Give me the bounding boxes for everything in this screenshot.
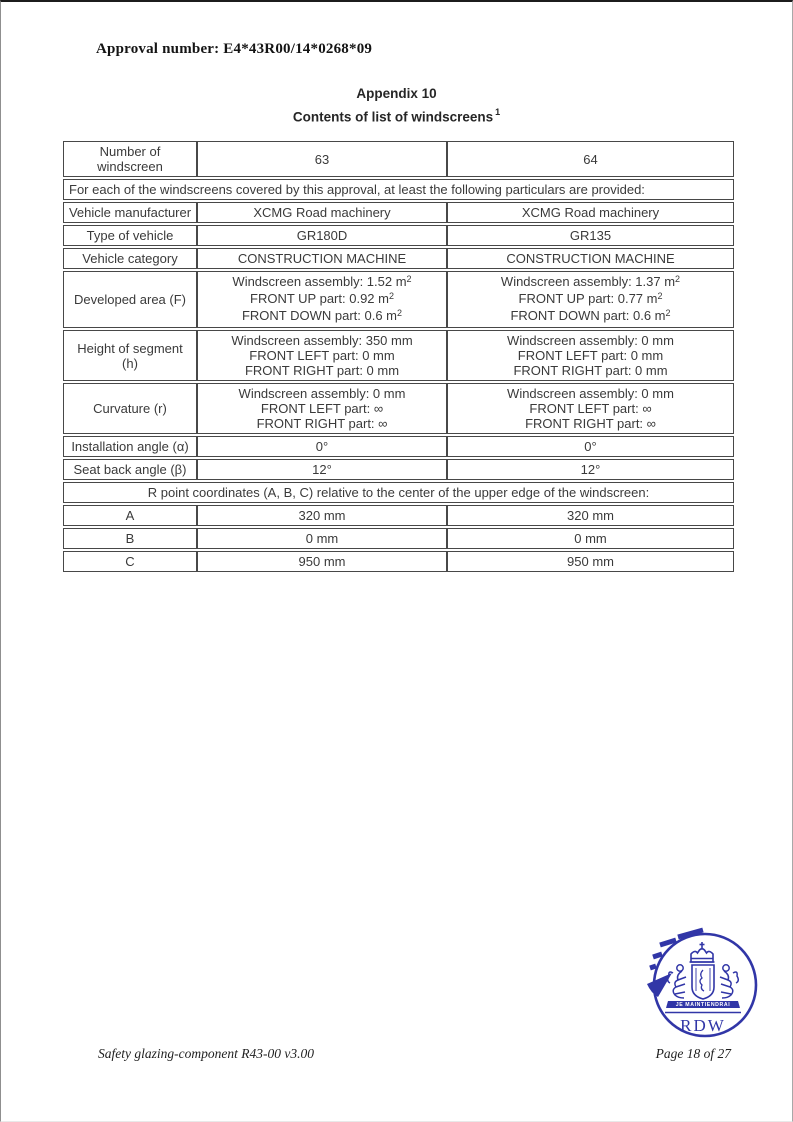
table-row — [63, 248, 734, 269]
row-label-cell: Seat back angle (β) — [63, 459, 197, 480]
table-row — [63, 436, 734, 457]
motto-banner — [666, 1001, 740, 1008]
table-row — [63, 271, 734, 328]
table-note-cell: For each of the windscreens covered by this approval, at least the following particulars are provided: — [63, 179, 734, 200]
lion-left-icon — [668, 965, 686, 998]
windscreen-comparison-table — [63, 139, 734, 574]
value-cell-63: Windscreen assembly: 0 mm FRONT LEFT part: ∞ FRONT RIGHT part: ∞ — [197, 383, 447, 434]
table-row — [63, 459, 734, 480]
value-cell-63: 12° — [197, 459, 447, 480]
value-cell-64: 320 mm — [447, 505, 734, 526]
table-row — [63, 225, 734, 246]
value-cell-64: 12° — [447, 459, 734, 480]
table-note-row — [63, 179, 734, 200]
crown-icon — [690, 942, 715, 962]
motto-text: JE MAINTIENDRAI — [675, 1002, 731, 1009]
table-row — [63, 551, 734, 572]
row-label-cell: A — [63, 505, 197, 526]
value-cell-63: XCMG Road machinery — [197, 202, 447, 223]
windscreen-table-body — [63, 141, 734, 572]
value-cell-63: GR180D — [197, 225, 447, 246]
row-label-cell: Number of windscreen — [63, 141, 197, 177]
footer-page-number: Page 18 of 27 — [655, 1046, 731, 1061]
value-cell-64: GR135 — [447, 225, 734, 246]
value-cell-64: 0 mm — [447, 528, 734, 549]
row-label-cell: Developed area (F) — [63, 271, 197, 328]
table-row — [63, 528, 734, 549]
rdw-wordmark: RDW — [680, 1016, 726, 1035]
row-label-cell: Height of segment (h) — [63, 330, 197, 381]
value-cell-63: 0° — [197, 436, 447, 457]
subtitle-text: Contents of list of windscreens — [292, 109, 494, 125]
subtitle-footnote-marker: 1 — [495, 107, 501, 117]
table-note-cell: R point coordinates (A, B, C) relative to the center of the upper edge of the windscreen: — [63, 482, 734, 503]
shield-icon — [692, 965, 714, 999]
page-footer — [98, 1046, 731, 1062]
value-cell-63: 950 mm — [197, 551, 447, 572]
table-note-row — [63, 482, 734, 503]
value-cell-64: 950 mm — [447, 551, 734, 572]
rdw-logo — [645, 921, 761, 1043]
value-cell-63: Windscreen assembly: 350 mm FRONT LEFT part: 0 mm FRONT RIGHT part: 0 mm — [197, 330, 447, 381]
value-cell-64: CONSTRUCTION MACHINE — [447, 248, 734, 269]
approval-number: Approval number: E4*43R00/14*0268*09 — [96, 41, 373, 57]
lion-right-icon — [720, 965, 738, 998]
value-cell-64: 0° — [447, 436, 734, 457]
table-row — [63, 505, 734, 526]
row-label-cell: C — [63, 551, 197, 572]
page-title: Appendix 10 — [356, 86, 437, 101]
value-cell-63: 63 — [197, 141, 447, 177]
value-cell-64: XCMG Road machinery — [447, 202, 734, 223]
row-label-cell: Curvature (r) — [63, 383, 197, 434]
row-label-cell: B — [63, 528, 197, 549]
value-cell-63: Windscreen assembly: 1.52 $m^2$ FRONT UP part: 0.92 $m^2$ FRONT DOWN part: 0.6 $m^2$ — [197, 271, 447, 328]
page-subtitle — [1, 108, 792, 125]
row-label-cell: Vehicle manufacturer — [63, 202, 197, 223]
value-cell-64: 64 — [447, 141, 734, 177]
value-cell-63: CONSTRUCTION MACHINE — [197, 248, 447, 269]
table-row — [63, 141, 734, 177]
footer-document-version: Safety glazing-component R43-00 v3.00 — [98, 1046, 314, 1061]
value-cell-64: Windscreen assembly: 1.37 $m^2$ FRONT UP part: 0.77 $m^2$ FRONT DOWN part: 0.6 $m^2$ — [447, 271, 734, 328]
table-row — [63, 202, 734, 223]
row-label-cell: Installation angle (α) — [63, 436, 197, 457]
table-row — [63, 330, 734, 381]
value-cell-64: Windscreen assembly: 0 mm FRONT LEFT part: ∞ FRONT RIGHT part: ∞ — [447, 383, 734, 434]
row-label-cell: Type of vehicle — [63, 225, 197, 246]
table-row — [63, 383, 734, 434]
value-cell-63: 320 mm — [197, 505, 447, 526]
row-label-cell: Vehicle category — [63, 248, 197, 269]
value-cell-64: Windscreen assembly: 0 mm FRONT LEFT part: 0 mm FRONT RIGHT part: 0 mm — [447, 330, 734, 381]
value-cell-63: 0 mm — [197, 528, 447, 549]
